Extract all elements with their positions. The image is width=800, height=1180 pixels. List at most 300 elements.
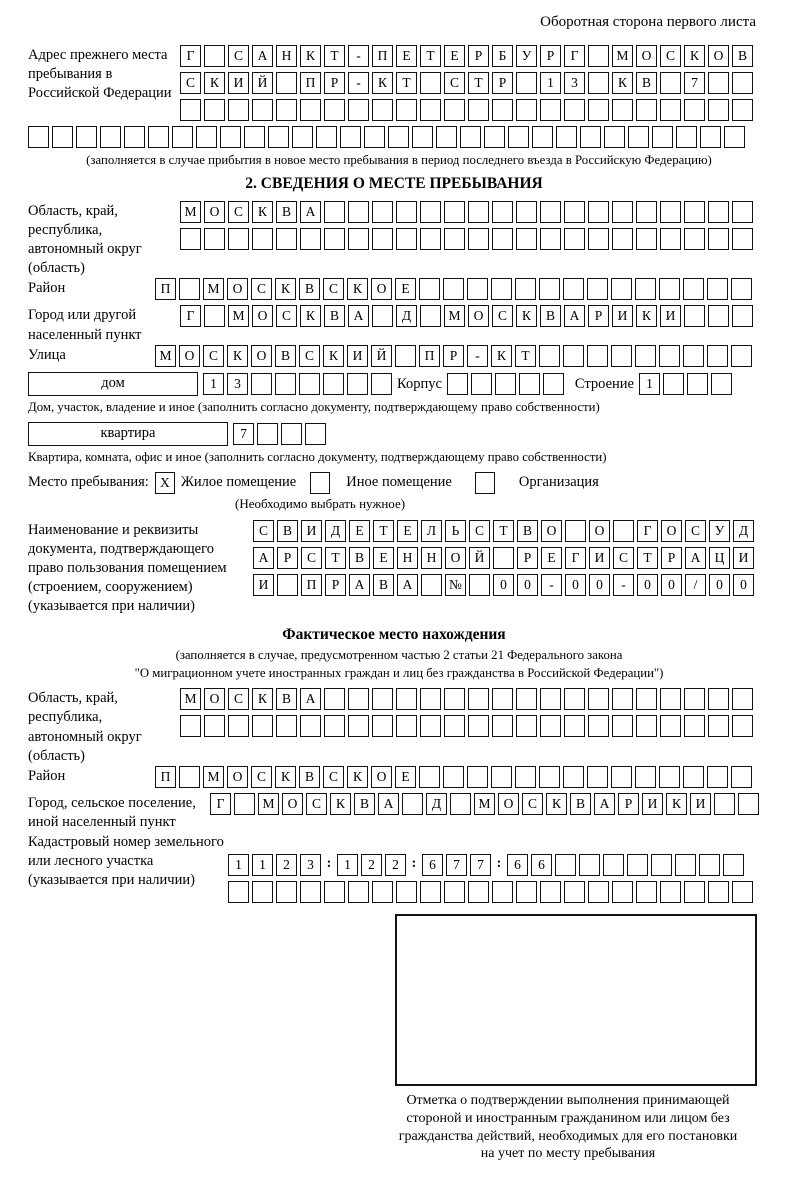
char-box[interactable] [660,99,681,121]
char-box[interactable] [564,201,585,223]
char-box[interactable] [257,423,278,445]
char-box[interactable]: К [372,72,393,94]
char-box[interactable]: О [468,305,489,327]
char-box[interactable] [180,228,201,250]
char-box[interactable] [420,881,441,903]
char-box[interactable]: С [492,305,513,327]
char-box[interactable]: 0 [517,574,538,596]
char-box[interactable] [540,201,561,223]
char-box[interactable]: С [522,793,543,815]
char-box[interactable] [707,278,728,300]
char-box[interactable] [563,345,584,367]
char-box[interactable]: Р [468,45,489,67]
char-box[interactable] [660,201,681,223]
char-box[interactable]: 7 [233,423,254,445]
char-box[interactable] [179,766,200,788]
char-box[interactable] [627,854,648,876]
char-box[interactable] [364,126,385,148]
char-box[interactable] [305,423,326,445]
char-box[interactable] [539,278,560,300]
char-box[interactable] [420,99,441,121]
char-box[interactable] [179,278,200,300]
char-box[interactable]: В [354,793,375,815]
char-box[interactable] [588,881,609,903]
char-box[interactable] [651,854,672,876]
char-box[interactable] [372,201,393,223]
char-box[interactable] [324,688,345,710]
char-box[interactable]: Й [371,345,392,367]
char-box[interactable] [204,715,225,737]
char-box[interactable] [300,99,321,121]
char-box[interactable]: С [251,278,272,300]
char-box[interactable]: А [300,688,321,710]
char-box[interactable] [663,373,684,395]
char-box[interactable]: А [349,574,370,596]
char-box[interactable]: Ц [709,547,730,569]
char-box[interactable]: Е [395,766,416,788]
char-box[interactable]: С [228,201,249,223]
char-box[interactable]: О [589,520,610,542]
char-box[interactable]: Г [210,793,231,815]
char-box[interactable] [684,201,705,223]
char-box[interactable] [675,854,696,876]
char-box[interactable]: Т [493,520,514,542]
char-box[interactable] [492,881,513,903]
char-box[interactable] [28,126,49,148]
char-box[interactable] [707,766,728,788]
char-box[interactable] [180,99,201,121]
char-box[interactable] [612,228,633,250]
char-box[interactable] [612,201,633,223]
char-box[interactable] [420,688,441,710]
char-box[interactable]: 1 [540,72,561,94]
char-box[interactable]: 1 [228,854,249,876]
char-box[interactable] [276,715,297,737]
char-box[interactable] [732,72,753,94]
char-box[interactable] [252,228,273,250]
char-box[interactable] [443,278,464,300]
char-box[interactable] [714,793,735,815]
char-box[interactable]: Н [276,45,297,67]
char-box[interactable] [419,766,440,788]
char-box[interactable] [443,766,464,788]
char-box[interactable]: Д [325,520,346,542]
char-box[interactable] [300,228,321,250]
char-box[interactable]: № [445,574,466,596]
char-box[interactable]: Л [421,520,442,542]
char-box[interactable]: С [299,345,320,367]
char-box[interactable] [228,715,249,737]
char-box[interactable] [492,99,513,121]
char-box[interactable] [276,72,297,94]
char-box[interactable] [731,766,752,788]
char-box[interactable]: С [323,278,344,300]
char-box[interactable]: Р [588,305,609,327]
checkbox-organization[interactable] [475,472,495,494]
char-box[interactable]: Е [349,520,370,542]
char-box[interactable] [396,201,417,223]
char-box[interactable] [612,715,633,737]
char-box[interactable] [468,881,489,903]
char-box[interactable]: С [685,520,706,542]
char-box[interactable]: О [227,278,248,300]
char-box[interactable]: С [613,547,634,569]
char-box[interactable] [516,99,537,121]
char-box[interactable] [659,278,680,300]
char-box[interactable]: К [347,766,368,788]
char-box[interactable]: Е [373,547,394,569]
char-box[interactable]: К [546,793,567,815]
char-box[interactable]: С [180,72,201,94]
char-box[interactable] [491,766,512,788]
char-box[interactable] [738,793,759,815]
char-box[interactable]: О [371,766,392,788]
char-box[interactable]: К [330,793,351,815]
char-box[interactable] [579,854,600,876]
char-box[interactable]: - [467,345,488,367]
char-box[interactable]: П [155,278,176,300]
char-box[interactable]: 3 [564,72,585,94]
char-box[interactable] [396,715,417,737]
char-box[interactable]: 7 [470,854,491,876]
char-box[interactable] [180,715,201,737]
char-box[interactable] [244,126,265,148]
char-box[interactable] [532,126,553,148]
char-box[interactable]: К [347,278,368,300]
char-box[interactable]: 3 [300,854,321,876]
char-box[interactable]: Р [492,72,513,94]
char-box[interactable] [52,126,73,148]
char-box[interactable] [660,688,681,710]
char-box[interactable]: О [498,793,519,815]
char-box[interactable]: Т [637,547,658,569]
char-box[interactable]: И [612,305,633,327]
char-box[interactable] [467,278,488,300]
char-box[interactable] [516,72,537,94]
char-box[interactable] [587,345,608,367]
char-box[interactable] [348,201,369,223]
char-box[interactable]: О [204,201,225,223]
char-box[interactable] [444,201,465,223]
char-box[interactable] [493,547,514,569]
char-box[interactable]: Е [396,45,417,67]
char-box[interactable] [636,201,657,223]
char-box[interactable] [732,99,753,121]
char-box[interactable]: С [276,305,297,327]
char-box[interactable] [324,99,345,121]
char-box[interactable] [444,715,465,737]
char-box[interactable] [323,373,344,395]
char-box[interactable] [660,715,681,737]
char-box[interactable] [708,688,729,710]
char-box[interactable] [543,373,564,395]
char-box[interactable] [588,99,609,121]
char-box[interactable]: К [516,305,537,327]
char-box[interactable] [421,574,442,596]
char-box[interactable] [148,126,169,148]
house-type-box[interactable]: дом [28,372,198,396]
char-box[interactable]: Р [325,574,346,596]
char-box[interactable] [539,345,560,367]
char-box[interactable] [732,228,753,250]
char-box[interactable]: С [323,766,344,788]
char-box[interactable]: Т [468,72,489,94]
char-box[interactable]: 0 [493,574,514,596]
char-box[interactable]: В [540,305,561,327]
char-box[interactable] [196,126,217,148]
char-box[interactable]: В [324,305,345,327]
char-box[interactable] [636,881,657,903]
char-box[interactable] [281,423,302,445]
char-box[interactable]: Т [396,72,417,94]
char-box[interactable] [708,201,729,223]
char-box[interactable]: С [444,72,465,94]
char-box[interactable]: Р [517,547,538,569]
char-box[interactable]: В [732,45,753,67]
char-box[interactable] [660,228,681,250]
char-box[interactable] [468,99,489,121]
char-box[interactable]: 1 [252,854,273,876]
char-box[interactable]: А [378,793,399,815]
char-box[interactable] [588,72,609,94]
char-box[interactable]: И [642,793,663,815]
char-box[interactable] [731,345,752,367]
char-box[interactable] [604,126,625,148]
char-box[interactable]: В [373,574,394,596]
char-box[interactable] [468,688,489,710]
char-box[interactable] [515,278,536,300]
char-box[interactable] [299,373,320,395]
char-box[interactable] [613,520,634,542]
char-box[interactable] [516,228,537,250]
char-box[interactable] [699,854,720,876]
char-box[interactable]: К [252,688,273,710]
char-box[interactable]: - [541,574,562,596]
char-box[interactable] [731,278,752,300]
char-box[interactable]: 1 [639,373,660,395]
char-box[interactable] [683,278,704,300]
char-box[interactable]: 1 [203,373,224,395]
char-box[interactable]: Н [397,547,418,569]
char-box[interactable] [612,99,633,121]
char-box[interactable]: А [348,305,369,327]
char-box[interactable] [447,373,468,395]
char-box[interactable] [636,99,657,121]
char-box[interactable]: П [372,45,393,67]
char-box[interactable]: 7 [684,72,705,94]
char-box[interactable]: М [474,793,495,815]
char-box[interactable]: К [684,45,705,67]
char-box[interactable] [348,881,369,903]
char-box[interactable] [420,201,441,223]
char-box[interactable]: И [660,305,681,327]
char-box[interactable] [252,99,273,121]
char-box[interactable] [492,715,513,737]
char-box[interactable] [371,373,392,395]
char-box[interactable] [228,228,249,250]
char-box[interactable]: К [636,305,657,327]
char-box[interactable] [659,345,680,367]
char-box[interactable] [388,126,409,148]
char-box[interactable] [348,715,369,737]
char-box[interactable] [348,99,369,121]
char-box[interactable] [396,99,417,121]
char-box[interactable]: В [349,547,370,569]
char-box[interactable] [564,688,585,710]
char-box[interactable] [396,688,417,710]
char-box[interactable] [732,881,753,903]
char-box[interactable] [707,345,728,367]
char-box[interactable] [700,126,721,148]
char-box[interactable]: О [252,305,273,327]
char-box[interactable] [468,228,489,250]
char-box[interactable] [660,881,681,903]
char-box[interactable]: В [277,520,298,542]
char-box[interactable]: Р [277,547,298,569]
char-box[interactable] [588,228,609,250]
char-box[interactable] [708,305,729,327]
char-box[interactable]: Б [492,45,513,67]
char-box[interactable]: Р [540,45,561,67]
char-box[interactable] [396,228,417,250]
char-box[interactable] [220,126,241,148]
char-box[interactable]: С [228,45,249,67]
char-box[interactable] [659,766,680,788]
char-box[interactable] [684,715,705,737]
char-box[interactable]: Т [324,45,345,67]
char-box[interactable]: И [589,547,610,569]
char-box[interactable] [708,99,729,121]
char-box[interactable] [723,854,744,876]
char-box[interactable] [708,72,729,94]
char-box[interactable]: 6 [507,854,528,876]
char-box[interactable]: П [155,766,176,788]
char-box[interactable] [732,688,753,710]
char-box[interactable]: А [300,201,321,223]
char-box[interactable]: А [685,547,706,569]
char-box[interactable] [635,278,656,300]
char-box[interactable] [628,126,649,148]
char-box[interactable] [372,305,393,327]
char-box[interactable] [471,373,492,395]
char-box[interactable]: 0 [637,574,658,596]
char-box[interactable]: 2 [385,854,406,876]
char-box[interactable] [251,373,272,395]
char-box[interactable] [402,793,423,815]
char-box[interactable] [204,228,225,250]
char-box[interactable] [492,201,513,223]
char-box[interactable] [316,126,337,148]
char-box[interactable]: М [203,766,224,788]
char-box[interactable] [588,715,609,737]
char-box[interactable]: 0 [661,574,682,596]
char-box[interactable]: С [203,345,224,367]
char-box[interactable] [732,715,753,737]
char-box[interactable]: Т [325,547,346,569]
char-box[interactable]: Р [324,72,345,94]
char-box[interactable]: 6 [531,854,552,876]
char-box[interactable]: В [276,688,297,710]
char-box[interactable] [676,126,697,148]
char-box[interactable] [372,228,393,250]
char-box[interactable]: В [275,345,296,367]
char-box[interactable]: О [636,45,657,67]
char-box[interactable] [268,126,289,148]
char-box[interactable] [444,688,465,710]
char-box[interactable]: У [709,520,730,542]
char-box[interactable] [492,228,513,250]
char-box[interactable]: О [708,45,729,67]
char-box[interactable] [519,373,540,395]
char-box[interactable] [565,520,586,542]
char-box[interactable] [324,881,345,903]
char-box[interactable]: 0 [589,574,610,596]
char-box[interactable] [420,305,441,327]
char-box[interactable]: С [660,45,681,67]
char-box[interactable] [420,715,441,737]
char-box[interactable] [300,715,321,737]
char-box[interactable] [204,45,225,67]
char-box[interactable] [516,881,537,903]
char-box[interactable] [587,766,608,788]
char-box[interactable] [468,201,489,223]
char-box[interactable]: М [444,305,465,327]
char-box[interactable]: М [612,45,633,67]
char-box[interactable] [732,201,753,223]
char-box[interactable]: О [445,547,466,569]
char-box[interactable]: О [179,345,200,367]
char-box[interactable] [324,201,345,223]
char-box[interactable] [292,126,313,148]
char-box[interactable]: О [227,766,248,788]
char-box[interactable] [277,574,298,596]
char-box[interactable] [124,126,145,148]
char-box[interactable] [732,305,753,327]
char-box[interactable] [564,228,585,250]
char-box[interactable]: П [301,574,322,596]
char-box[interactable] [683,345,704,367]
char-box[interactable]: И [301,520,322,542]
char-box[interactable] [563,278,584,300]
char-box[interactable]: 2 [276,854,297,876]
char-box[interactable] [687,373,708,395]
char-box[interactable] [450,793,471,815]
char-box[interactable] [611,345,632,367]
char-box[interactable] [587,278,608,300]
char-box[interactable] [234,793,255,815]
char-box[interactable]: М [155,345,176,367]
char-box[interactable] [540,228,561,250]
char-box[interactable] [684,99,705,121]
char-box[interactable]: М [180,201,201,223]
char-box[interactable]: 0 [733,574,754,596]
char-box[interactable] [563,766,584,788]
char-box[interactable] [372,881,393,903]
char-box[interactable] [495,373,516,395]
char-box[interactable] [395,345,416,367]
char-box[interactable]: Н [421,547,442,569]
char-box[interactable] [460,126,481,148]
char-box[interactable] [444,881,465,903]
char-box[interactable] [252,715,273,737]
char-box[interactable]: Р [443,345,464,367]
char-box[interactable]: 7 [446,854,467,876]
char-box[interactable]: С [251,766,272,788]
char-box[interactable] [684,881,705,903]
char-box[interactable]: М [180,688,201,710]
char-box[interactable] [540,715,561,737]
char-box[interactable]: Р [661,547,682,569]
